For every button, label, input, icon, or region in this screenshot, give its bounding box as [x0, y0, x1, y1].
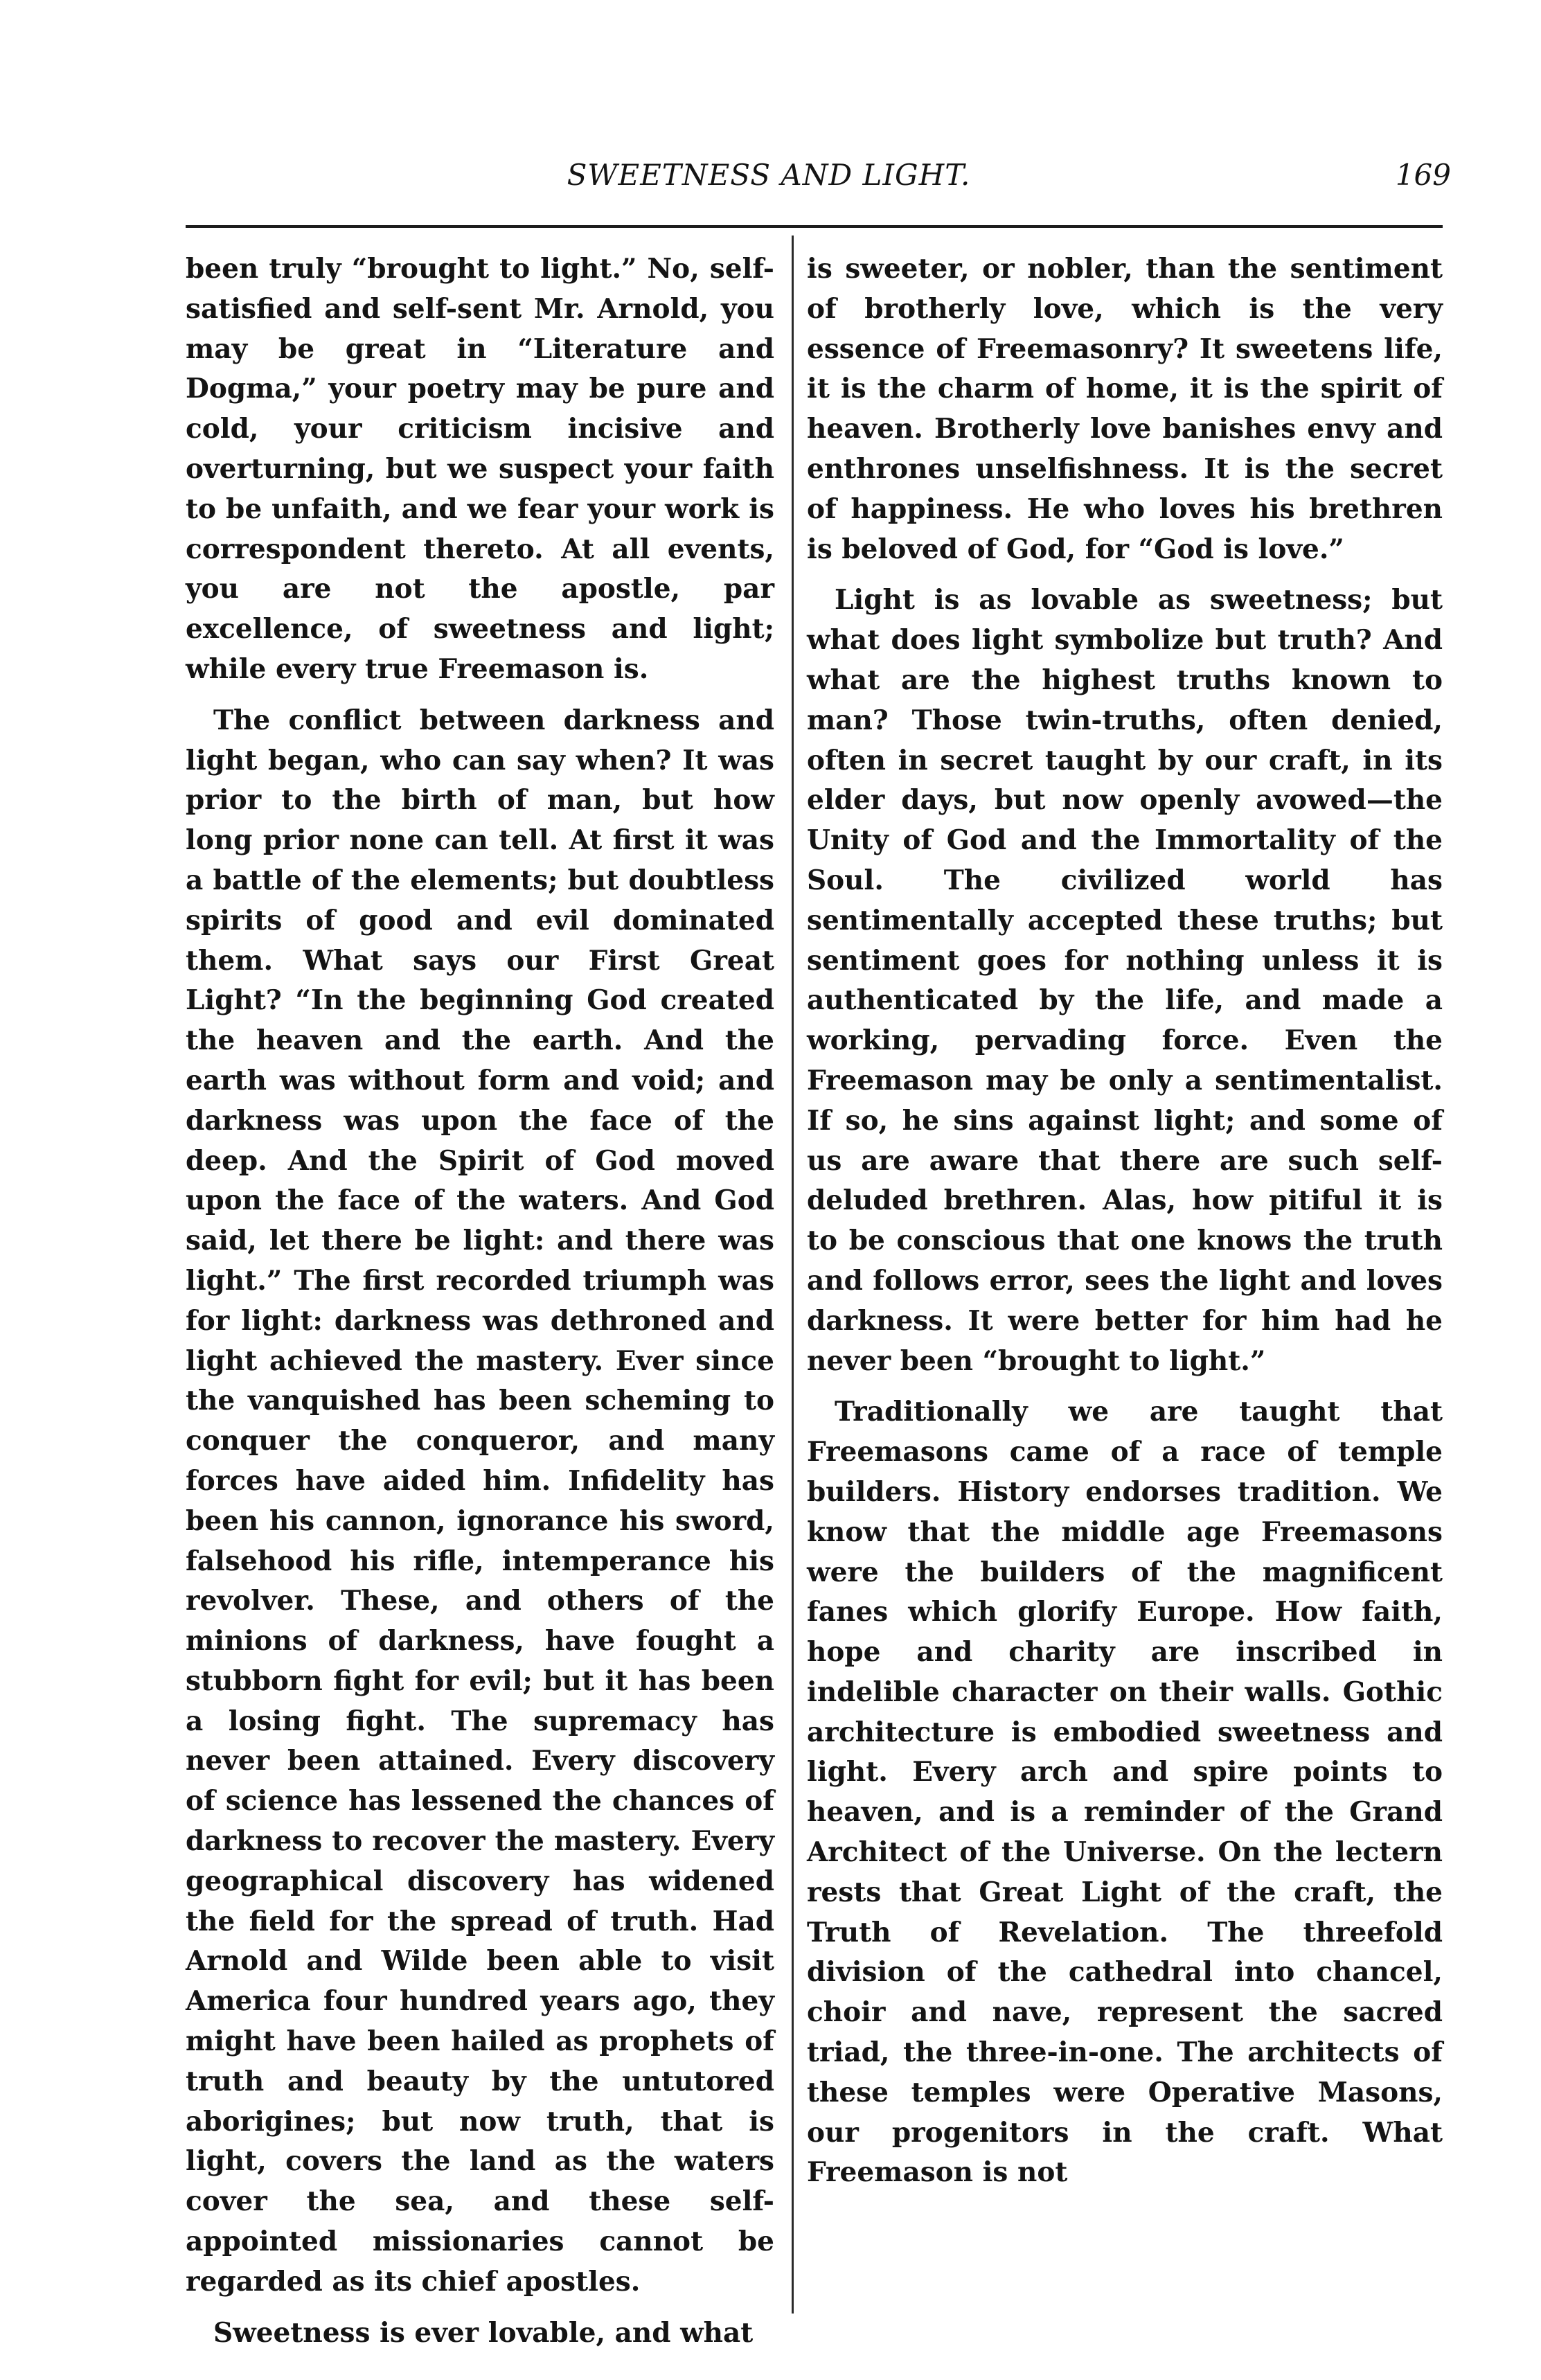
- right-column: [807, 249, 1443, 2204]
- paragraph: Light is as lovable as sweetness; but what does light symbolize but truth? And what are the highest truths known to man? Those twin-truths, often denied, often in secret taught by our craft, in its elder days, but now openly avowed—the Unity of God and the Immortality of the Soul. The civilized world has sentimentally accepted these truths; but sentiment goes for nothing unless it is authenticated by the life, and made a working, pervading force. Even the Freemason may be only a sentimentalist. If so, he sins against light; and some of us are aware that there are such self-deluded brethren. Alas, how pitiful it is to be conscious that one knows the truth and follows error, sees the light and loves darkness. It were better for him had he never been “brought to light.”: [807, 584, 1443, 1377]
- paragraph: is sweeter, or nobler, than the sentiment of brotherly love, which is the very essence of Freemasonry? It sweetens life, it is the charm of home, it is the spirit of heaven. Brotherly love banishes envy and enthrones unselfishness. It is the secret of happiness. He who loves his brethren is beloved of God, for “God is love.”: [807, 253, 1443, 565]
- paragraph: Sweetness is ever lovable, and what: [213, 2316, 754, 2349]
- paragraph: The conflict between darkness and light began, who can say when? It was prior to the birth of man, but how long prior none can tell. At first it was a battle of the elements; but doubtless spirits of good and evil dominated them. What says our First Great Light? “In the beginning God created the heaven and the earth. And the earth was without form and void; and darkness was upon the face of the deep. And the Spirit of God moved upon the face of the waters. And God said, let there be light: and there was light.” The first recorded triumph was for light: darkness was dethroned and light achieved the mastery. Ever since the vanquished has been scheming to conquer the conqueror, and many forces have aided him. Infidelity has been his cannon, ignorance his sword, falsehood his rifle, intemperance his revolver. These, and others of the minions of darkness, have fought a stubborn fight for evil; but it has been a losing fight. The supremacy has never been attained. Every discovery of science has lessened the chances of darkness to recover the mastery. Every geographical discovery has widened the field for the spread of truth. Had Arnold and Wilde been able to visit America four hundred years ago, they might have been hailed as prophets of truth and beauty by the untutored aborigines; but now truth, that is light, covers the land as the waters cover the sea, and these self-appointed missionaries cannot be regarded as its chief apostles.: [186, 704, 774, 2298]
- paragraph: Traditionally we are taught that Freemasons came of a race of temple builders. History endorses tradition. We know that the middle age Freemasons were the builders of the magnificent fanes which glorify Europe. How faith, hope and charity are inscribed in indelible character on their walls. Gothic architecture is embodied sweetness and light. Every arch and spire points to heaven, and is a reminder of the Grand Architect of the Universe. On the lectern rests that Great Light of the craft, the Truth of Revelation. The threefold division of the cathedral into chancel, choir and nave, represent the sacred triad, the three-in-one. The architects of these temples were Operative Masons, our progenitors in the craft. What Freemason is not: [807, 1396, 1443, 2189]
- paragraph: been truly “brought to light.” No, self-satisfied and self-sent Mr. Arnold, you may be great in “Literature and Dogma,” your poetry may be pure and cold, your criticism incisive and overturning, but we suspect your faith to be unfaith, and we fear your work is correspondent thereto. At all events, you are not the apostle, par excellence, of sweetness and light; while every true Freemason is.: [186, 253, 774, 685]
- running-title: SWEETNESS AND LIGHT.: [567, 158, 971, 192]
- header-rule: [186, 225, 1443, 228]
- column-divider: [792, 236, 794, 2314]
- page-number: 169: [1395, 158, 1451, 192]
- left-column: [186, 249, 774, 2364]
